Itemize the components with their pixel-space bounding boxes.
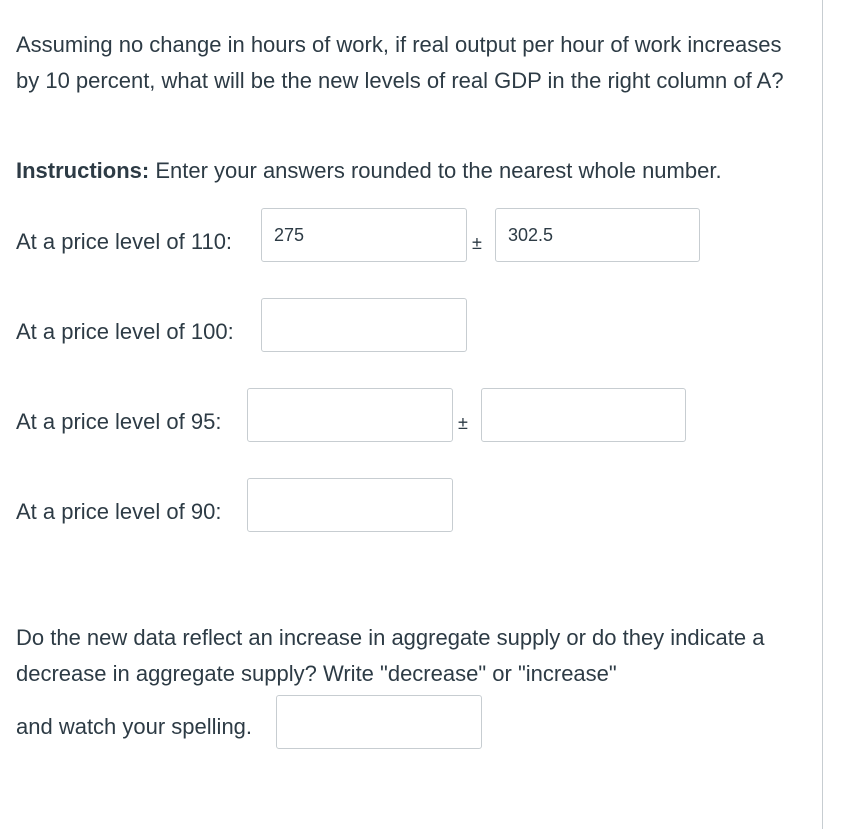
price-level-110-tolerance-symbol: ± <box>472 233 482 253</box>
question-text: Assuming no change in hours of work, if real output per hour of work increases by 10 percent, what will be the new levels of real GDP in the right column of A? <box>16 32 784 93</box>
price-level-90-answer-input[interactable] <box>247 478 453 532</box>
instructions-body: Enter your answers rounded to the nearest whole number. <box>149 158 722 183</box>
content-right-border <box>822 0 823 829</box>
price-level-110-tolerance-input[interactable]: 302.5 <box>495 208 700 262</box>
aggregate-supply-question: Do the new data reflect an increase in aggregate supply or do they indicate a decrease in aggregate supply? Write "decrease" or "increase" <box>16 625 765 686</box>
price-level-110-label: At a price level of 110: <box>16 229 233 254</box>
price-level-90-label: At a price level of 90: <box>16 499 222 524</box>
price-level-100-label: At a price level of 100: <box>16 319 234 344</box>
price-level-100-answer-input[interactable] <box>261 298 467 352</box>
price-level-95-tolerance-symbol: ± <box>458 413 468 433</box>
price-level-110-answer-input[interactable]: 275 <box>261 208 467 262</box>
spelling-note-label: and watch your spelling. <box>16 714 253 739</box>
price-level-95-label: At a price level of 95: <box>16 409 222 434</box>
aggregate-supply-answer-input[interactable] <box>276 695 482 749</box>
price-level-95-tolerance-input[interactable] <box>481 388 686 442</box>
instructions-text <box>16 153 806 189</box>
price-level-95-answer-input[interactable] <box>247 388 453 442</box>
instructions-label: Instructions: <box>16 158 150 183</box>
